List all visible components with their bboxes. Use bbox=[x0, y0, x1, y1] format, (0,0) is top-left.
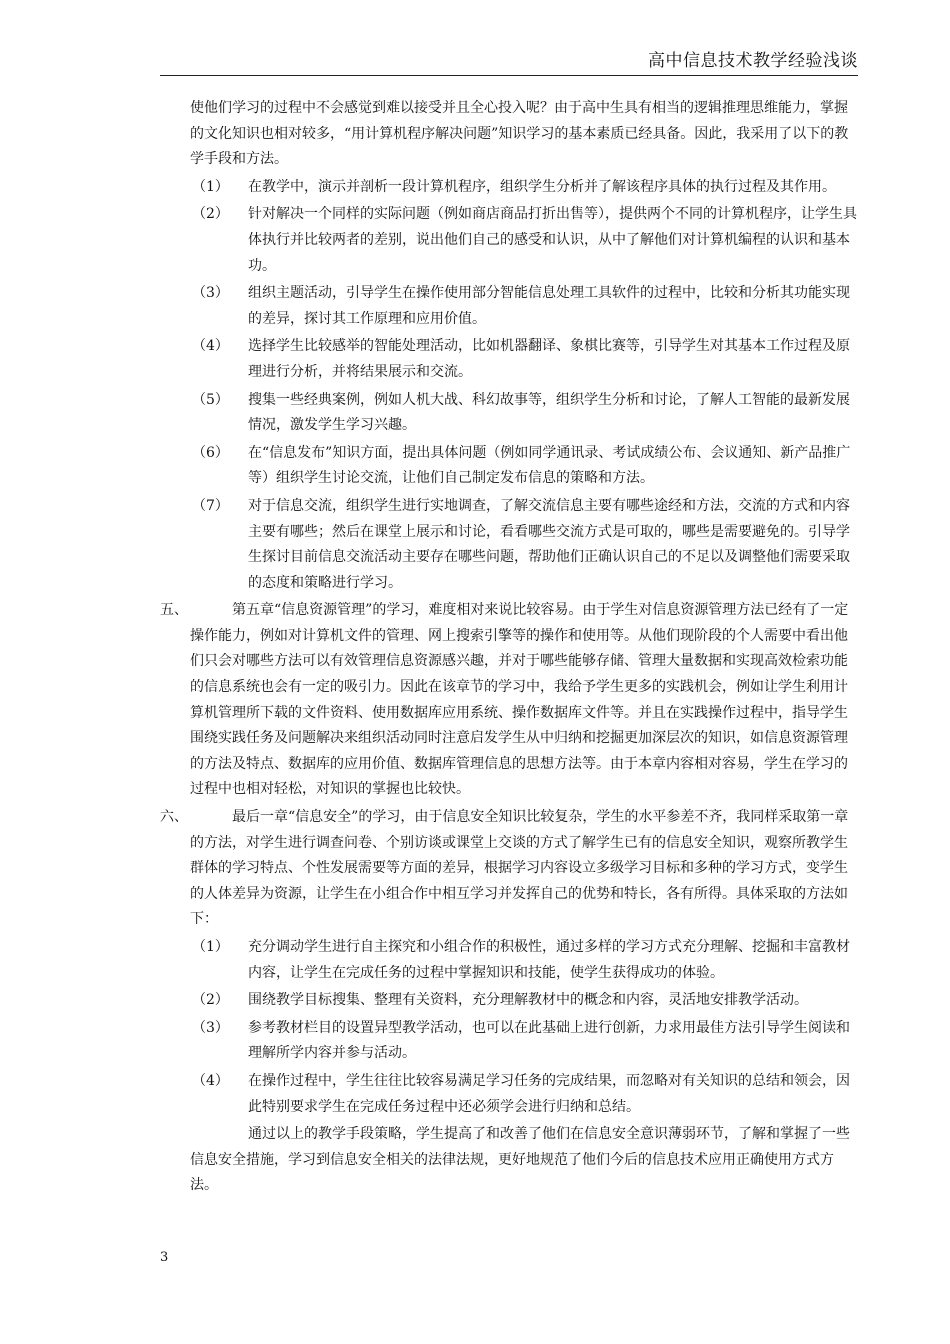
page-header bbox=[160, 38, 858, 76]
list-item-text: 在操作过程中，学生往往比较容易满足学习任务的完成结果，而忽略对有关知识的总结和领会，因此特别要求学生在完成任务过程中还必须学会进行归纳和总结。 bbox=[248, 1072, 850, 1115]
list-item bbox=[160, 494, 860, 596]
section-number: 五、 bbox=[160, 602, 188, 619]
list-item-text: 参考教材栏目的设置异型教学活动，也可以在此基础上进行创新，力求用最佳方法引导学生阅读和理解所学内容并参与活动。 bbox=[248, 1019, 850, 1062]
list-item-text: 充分调动学生进行自主探究和小组合作的积极性，通过多样的学习方式充分理解、挖掘和丰富教材内容，让学生在完成任务的过程中掌握知识和技能，使学生获得成功的体验。 bbox=[248, 939, 850, 981]
section-text: 最后一章“信息安全”的学习，由于信息安全知识比较复杂，学生的水平参差不齐，我同样采取第一章的方法，对学生进行调查问卷、个别访谈或课堂上交谈的方式了解学生已有的信息安全知识，观察所教学生群体的学习特点、个性发展需要等方面的差异，根据学习内容设立多级学习目标和多种的学习方式，变学生的人体差异为资源，让学生在小组合作中相互学习并发挥自己的优势和特长，各有所得。具体采取的方法如下： bbox=[190, 809, 849, 928]
list-item bbox=[160, 1016, 860, 1067]
list-item-number: （2） bbox=[192, 992, 229, 1009]
list-item-number: （1） bbox=[192, 178, 229, 195]
list-item-number: （4） bbox=[192, 338, 229, 355]
list-item-text: 搜集一些经典案例，例如人机大战、科幻故事等，组织学生分析和讨论，了解人工智能的最新发展情况，激发学生学习兴趣。 bbox=[248, 391, 850, 434]
page-body bbox=[160, 96, 860, 1199]
page-number: 3 bbox=[160, 1250, 169, 1265]
section-text-wrap bbox=[190, 805, 860, 933]
list-item-text: 在“信息发布”知识方面，提出具体问题（例如同学通讯录、考试成绩公布、会议通知、新产品推广等）组织学生讨论交流，让他们自己制定发布信息的策略和方法。 bbox=[248, 444, 851, 487]
list-item-number: （5） bbox=[192, 391, 229, 408]
list-item-number: （3） bbox=[192, 285, 229, 302]
section-five bbox=[160, 598, 860, 803]
list-item bbox=[160, 935, 860, 986]
list-item-number: （4） bbox=[192, 1072, 229, 1089]
list-item-text: 组织主题活动，引导学生在操作使用部分智能信息处理工具软件的过程中，比较和分析其功能实现的差异，探讨其工作原理和应用价值。 bbox=[248, 285, 850, 327]
list-item-text: 针对解决一个同样的实际问题（例如商店商品打折出售等），提供两个不同的计算机程序，让学生具体执行并比较两者的差别，说出他们自己的感受和认识，从中了解他们对计算机编程的认识和基本功。 bbox=[248, 206, 857, 274]
header-title: 高中信息技术教学经验浅谈 bbox=[648, 51, 858, 71]
list-item-text: 对于信息交流，组织学生进行实地调查，了解交流信息主要有哪些途经和方法，交流的方式和内容主要有哪些；然后在课堂上展示和讨论，看看哪些交流方式是可取的，哪些是需要避免的。引导学生探讨目前信息交流活动主要存在哪些问题，帮助他们正确认识自己的不足以及调整他们需要采取的态度和策略进行学习。 bbox=[248, 497, 850, 591]
list-item bbox=[160, 202, 860, 279]
list-item-number: （2） bbox=[192, 206, 229, 223]
list-item-number: （3） bbox=[192, 1019, 229, 1036]
list-item bbox=[160, 175, 860, 201]
list-item bbox=[160, 441, 860, 492]
section-text-wrap bbox=[190, 598, 860, 803]
list-item bbox=[160, 334, 860, 385]
section-six bbox=[160, 805, 860, 933]
list-item-text: 在教学中，演示并剖析一段计算机程序，组织学生分析并了解该程序具体的执行过程及其作用。 bbox=[248, 178, 836, 195]
intro-paragraph: 使他们学习的过程中不会感觉到难以接受并且全心投入呢？由于高中生具有相当的逻辑推理思维能力，掌握的文化知识也相对较多，“用计算机程序解决问题”知识学习的基本素质已经具备。因此，我采用了以下的教学手段和方法。 bbox=[190, 100, 849, 168]
method-list-1 bbox=[160, 175, 860, 597]
header-rule bbox=[160, 75, 858, 76]
list-item-number: （1） bbox=[192, 939, 229, 955]
section-number: 六、 bbox=[160, 809, 188, 826]
closing-paragraph: 通过以上的教学手段策略，学生提高了和改善了他们在信息安全意识薄弱环节，了解和掌握了一些信息安全措施，学习到信息安全相关的法律法规，更好地规范了他们今后的信息技术应用正确使用方式方法。 bbox=[190, 1126, 850, 1194]
list-item-number: （6） bbox=[192, 444, 229, 461]
list-item-number: （7） bbox=[192, 497, 229, 514]
list-item-text: 选择学生比较感举的智能处理活动，比如机器翻译、象棋比赛等，引导学生对其基本工作过程及原理进行分析，并将结果展示和交流。 bbox=[248, 338, 850, 380]
list-item bbox=[160, 281, 860, 332]
list-item bbox=[160, 388, 860, 439]
list-item-text: 围绕教学目标搜集、整理有关资料，充分理解教材中的概念和内容，灵活地安排教学活动。 bbox=[248, 992, 808, 1009]
list-item bbox=[160, 988, 860, 1014]
method-list-2 bbox=[160, 935, 860, 1120]
section-text: 第五章“信息资源管理”的学习，难度相对来说比较容易。由于学生对信息资源管理方法已经有了一定操作能力，例如对计算机文件的管理、网上搜索引擎等的操作和使用等。从他们现阶段的个人需要中看出他们只会对哪些方法可以有效管理信息资源感兴趣，并对于哪些能够存储、管理大量数据和实现高效检索功能的信息系统也会有一定的吸引力。因此在该章节的学习中，我给予学生更多的实践机会，例如让学生利用计算机管理所下载的文件资料、使用数据库应用系统、操作数据库文件等。并且在实践操作过程中，指导学生围绕实践任务及问题解决来组织活动同时注意启发学生从中归纳和挖掘更加深层次的知识，如信息资源管理的方法及特点、数据库的应用价值、数据库管理信息的思想方法等。由于本章内容相对容易，学生在学习的过程中也相对轻松，对知识的掌握也比较快。 bbox=[190, 602, 849, 798]
list-item bbox=[160, 1069, 860, 1120]
